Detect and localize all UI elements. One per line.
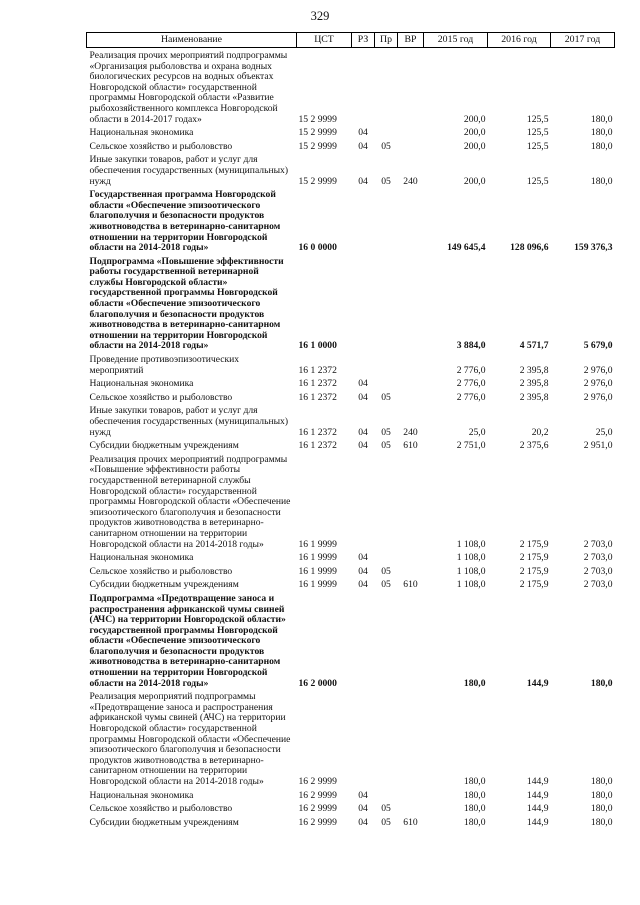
row-vr [398,139,424,153]
row-vr [398,390,424,404]
row-2016: 2 395,8 [519,378,549,390]
row-pr: 05 [381,391,391,403]
row-pr [375,254,398,352]
row-2016: 125,5 [526,140,549,152]
row-pr [375,591,398,689]
row-pr [375,125,398,139]
table-row [87,815,615,829]
row-rz [352,187,375,254]
row-2016: 144,9 [526,789,549,801]
row-vr [398,352,424,376]
row-2015: 180,0 [463,816,486,828]
table-row [87,48,615,126]
row-pr: 05 [381,175,391,187]
row-2017: 180,0 [590,803,613,815]
row-vr [398,689,424,787]
row-name: Реализация прочих мероприятий подпрограммы «Повышение эффективности работы государственной ветеринарной службы Новгородской области» государственной программы Новгородской области «Обеспечение эпизоотического благополучия и безопасности продуктов животноводства в ветеринарно-санитарном отношении на территории Новгородской области на 2014-2018 годы» [89,453,291,550]
row-rz: 04 [358,175,368,187]
row-cst: 16 2 9999 [298,803,337,815]
table-row [87,139,615,153]
table-row [87,187,615,254]
row-rz: 04 [358,816,368,828]
row-name: Подпрограмма «Повышение эффективности работы государственной ветеринарной службы Новгородской области» государственной программы Новгородской области «Обеспечение эпизоотического благополучия и безопасности продуктов животноводства в ветеринарно-санитарном отношении на территории Новгородской области на 2014-2018 годы» [89,255,284,352]
table-row [87,452,615,550]
row-2016: 2 175,9 [519,565,549,577]
page-number: 329 [310,9,330,23]
row-cst: 16 1 9999 [298,552,337,564]
row-pr [375,689,398,787]
table-row [87,438,615,452]
table-row [87,550,615,564]
row-rz: 04 [358,789,368,801]
row-cst: 16 2 0000 [298,677,337,689]
table-row [87,152,615,187]
row-pr [375,376,398,390]
row-name: Национальная экономика [89,552,194,564]
row-pr: 05 [381,426,391,438]
row-2015: 2 751,0 [456,440,486,452]
row-2015: 2 776,0 [456,378,486,390]
row-cst: 16 0 0000 [298,242,337,254]
header-2017: 2017 год [551,33,615,48]
budget-table [86,32,615,828]
row-pr [375,48,398,126]
table-row [87,564,615,578]
row-rz: 04 [358,378,368,390]
row-2015: 200,0 [463,127,486,139]
row-2016: 144,9 [526,776,549,787]
row-2017: 180,0 [590,789,613,801]
row-pr: 05 [381,440,391,452]
row-2015: 149 645,4 [447,242,486,254]
row-2016: 144,9 [526,816,549,828]
row-2015: 180,0 [463,803,486,815]
row-pr: 05 [381,579,391,591]
row-name: Национальная экономика [89,789,194,801]
row-name: Субсидии бюджетным учреждениям [89,440,239,452]
row-2015: 200,0 [463,113,486,125]
row-2017: 2 976,0 [583,391,613,403]
row-2017: 2 703,0 [583,565,613,577]
row-2016: 2 395,8 [519,364,549,376]
row-2017: 159 376,3 [574,242,613,254]
row-vr [398,591,424,689]
row-name: Национальная экономика [89,378,194,390]
row-2017: 180,0 [590,113,613,125]
row-vr: 240 [403,175,418,187]
row-rz [352,254,375,352]
row-vr [398,187,424,254]
header-cst: ЦСТ [297,33,352,48]
row-2017: 5 679,0 [583,340,613,352]
header-name: Наименование [87,33,297,48]
table-row [87,125,615,139]
row-pr [375,788,398,802]
row-rz: 04 [358,552,368,564]
row-name: Подпрограмма «Предотвращение заноса и распространения африканской чумы свиней (АЧС) на территории Новгородской области» государственной программы Новгородской области «Обеспечение эпизоотического благополучия и безопасности продуктов животноводства в ветеринарно-санитарном отношении на территории Новгородской области на 2014-2018 годы» [89,592,286,689]
row-cst: 15 2 9999 [298,113,337,125]
row-2016: 2 175,9 [519,552,549,564]
row-rz: 04 [358,127,368,139]
row-2017: 2 976,0 [583,364,613,376]
row-vr [398,801,424,815]
row-2017: 180,0 [590,175,613,187]
row-2017: 180,0 [590,776,613,787]
row-name: Сельское хозяйство и рыболовство [89,140,233,152]
row-2016: 144,9 [526,803,549,815]
row-name: Сельское хозяйство и рыболовство [89,391,233,403]
row-pr [375,352,398,376]
row-2016: 144,9 [526,677,549,689]
row-vr [398,550,424,564]
row-2015: 25,0 [468,426,486,438]
row-name: Субсидии бюджетным учреждениям [89,579,239,591]
row-2015: 1 108,0 [456,538,486,550]
row-vr [398,452,424,550]
row-vr [398,125,424,139]
row-rz: 04 [358,391,368,403]
row-rz: 04 [358,565,368,577]
row-vr: 610 [403,440,418,452]
row-2017: 2 951,0 [583,440,613,452]
row-2017: 25,0 [595,426,613,438]
row-rz [352,352,375,376]
row-name: Иные закупки товаров, работ и услуг для обеспечения государственных (муниципальных) нужд [89,154,289,187]
row-2015: 200,0 [463,140,486,152]
row-2016: 20,2 [531,426,549,438]
row-2017: 180,0 [590,140,613,152]
header-2016: 2016 год [488,33,551,48]
row-rz: 04 [358,426,368,438]
row-cst: 16 1 9999 [298,579,337,591]
table-row [87,390,615,404]
table-row [87,591,615,689]
header-rz: РЗ [352,33,375,48]
row-2015: 180,0 [463,789,486,801]
row-2016: 2 395,8 [519,391,549,403]
row-cst: 15 2 9999 [298,140,337,152]
table-row [87,352,615,376]
row-name: Государственная программа Новгородской области «Обеспечение эпизоотического благополучия и безопасности продуктов животноводства в ветеринарно-санитарном отношении на территории Новгородской области на 2014-2018 годы» [89,189,281,254]
row-rz [352,591,375,689]
table-row [87,788,615,802]
row-cst: 16 1 2372 [298,426,337,438]
row-name: Иные закупки товаров, работ и услуг для обеспечения государственных (муниципальных) нужд [89,405,289,438]
row-2017: 180,0 [590,127,613,139]
table-header [87,33,615,48]
row-cst: 16 2 9999 [298,789,337,801]
table-body [87,48,615,829]
row-name: Сельское хозяйство и рыболовство [89,803,233,815]
row-name: Субсидии бюджетным учреждениям [89,816,239,828]
table-row [87,689,615,787]
row-2017: 180,0 [590,816,613,828]
row-pr [375,452,398,550]
row-cst: 15 2 9999 [298,175,337,187]
row-cst: 16 2 9999 [298,816,337,828]
row-vr [398,564,424,578]
row-rz: 04 [358,440,368,452]
row-cst: 15 2 9999 [298,127,337,139]
row-name: Реализация мероприятий подпрограммы «Предотвращение заноса и распространения африканской чумы свиней (АЧС) на территории Новгородской области» государственной программы Новгородской области «Обеспечение эпизоотического благополучия и безопасности продуктов животноводства в ветеринарно-санитарном отношении на территории Новгородской области на 2014-2018 годы» [89,691,291,787]
row-cst: 16 1 9999 [298,565,337,577]
table-row [87,376,615,390]
row-2015: 3 884,0 [456,340,486,352]
row-pr [375,187,398,254]
row-vr [398,48,424,126]
row-vr: 610 [403,816,418,828]
row-2016: 2 175,9 [519,579,549,591]
row-name: Проведение противоэпизоотических мероприятий [89,354,240,376]
row-2016: 2 175,9 [519,538,549,550]
row-rz: 04 [358,140,368,152]
row-cst: 16 2 9999 [298,776,337,787]
row-cst: 16 1 9999 [298,538,337,550]
row-2015: 1 108,0 [456,552,486,564]
row-2016: 2 375,6 [519,440,549,452]
row-2015: 180,0 [463,776,486,787]
row-name: Сельское хозяйство и рыболовство [89,565,233,577]
row-cst: 16 1 2372 [298,378,337,390]
row-pr [375,550,398,564]
row-pr: 05 [381,803,391,815]
row-vr [398,376,424,390]
row-2017: 2 976,0 [583,378,613,390]
table-row [87,577,615,591]
row-2015: 200,0 [463,175,486,187]
row-2017: 2 703,0 [583,552,613,564]
row-rz [352,48,375,126]
row-vr [398,788,424,802]
row-2017: 2 703,0 [583,538,613,550]
row-2016: 125,5 [526,113,549,125]
row-vr [398,254,424,352]
row-cst: 16 1 2372 [298,391,337,403]
row-2016: 125,5 [526,175,549,187]
row-cst: 16 1 0000 [298,340,337,352]
row-2016: 128 096,6 [510,242,549,254]
row-rz [352,452,375,550]
row-name: Реализация прочих мероприятий подпрограммы «Организация рыболовства и охрана водных биологических ресурсов на водных объектах Новгородской области» государственной программы Новгородской области «Развитие рыбохозяйственного комплекса Новгородской области в 2014-2017 годах» [89,50,288,125]
table-row [87,254,615,352]
row-2017: 2 703,0 [583,579,613,591]
row-rz: 04 [358,803,368,815]
row-cst: 16 1 2372 [298,440,337,452]
row-pr: 05 [381,816,391,828]
row-2016: 4 571,7 [519,340,549,352]
row-pr: 05 [381,140,391,152]
row-2016: 125,5 [526,127,549,139]
row-2015: 1 108,0 [456,579,486,591]
row-rz [352,689,375,787]
row-pr: 05 [381,565,391,577]
row-2015: 1 108,0 [456,565,486,577]
header-2015: 2015 год [424,33,488,48]
row-2017: 180,0 [590,677,613,689]
table-row [87,801,615,815]
row-cst: 16 1 2372 [298,364,337,376]
header-pr: Пр [375,33,398,48]
header-vr: ВР [398,33,424,48]
row-vr: 610 [403,579,418,591]
row-vr: 240 [403,426,418,438]
row-2015: 2 776,0 [456,391,486,403]
row-2015: 180,0 [463,677,486,689]
row-name: Национальная экономика [89,127,194,139]
row-2015: 2 776,0 [456,364,486,376]
row-rz: 04 [358,579,368,591]
table-row [87,403,615,438]
